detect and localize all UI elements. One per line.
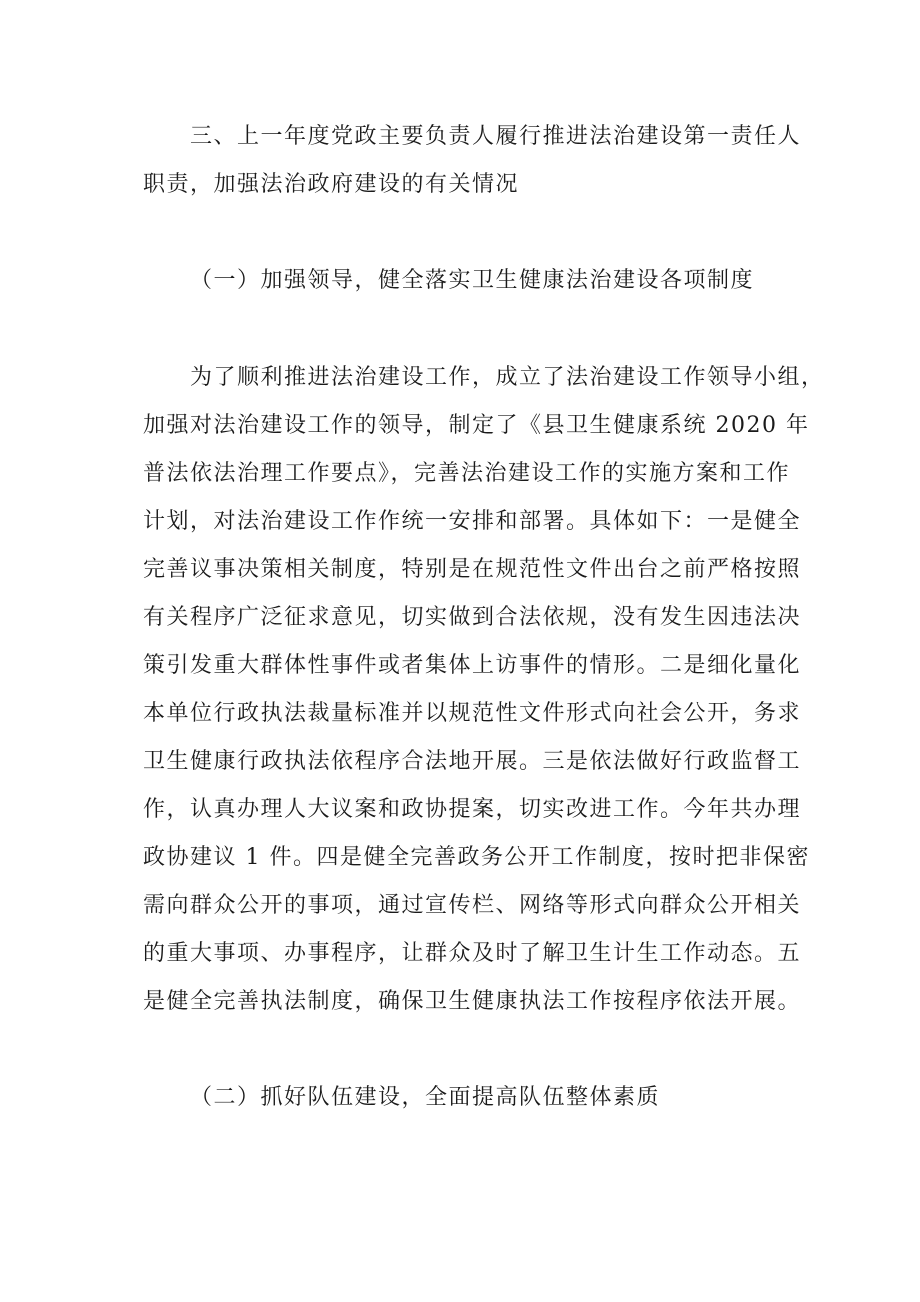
paragraph-line: 作，认真办理人大议案和政协提案，切实改进工作。今年共办理	[143, 797, 802, 822]
paragraph-line: 计划，对法治建设工作作统一安排和部署。具体如下：一是健全	[143, 509, 802, 534]
subsection-1-title: （一）加强领导，健全落实卫生健康法治建设各项制度	[190, 268, 755, 293]
paragraph-line: 需向群众公开的事项，通过宣传栏、网络等形式向群众公开相关	[143, 893, 802, 918]
paragraph-line: 政协建议 1 件。四是健全完善政务公开工作制度，按时把非保密	[143, 845, 810, 870]
section-heading-line-2: 职责，加强法治政府建设的有关情况	[143, 172, 520, 197]
paragraph-line: 普法依法治理工作要点》，完善法治建设工作的实施方案和工作	[143, 461, 791, 486]
paragraph-line: 本单位行政执法裁量标准并以规范性文件形式向社会公开，务求	[143, 701, 802, 726]
paragraph-line: 加强对法治建设工作的领导，制定了《县卫生健康系统 2020 年	[143, 413, 810, 438]
paragraph-line: 有关程序广泛征求意见，切实做到合法依规，没有发生因违法决	[143, 605, 802, 630]
paragraph-line: 的重大事项、办事程序，让群众及时了解卫生计生工作动态。五	[143, 941, 802, 966]
paragraph-line: 是健全完善执法制度，确保卫生健康执法工作按程序依法开展。	[143, 989, 802, 1014]
subsection-2-title: （二）抓好队伍建设，全面提高队伍整体素质	[190, 1085, 661, 1110]
paragraph-line: 为了顺利推进法治建设工作，成立了法治建设工作领导小组，	[190, 365, 825, 390]
paragraph-line: 完善议事决策相关制度，特别是在规范性文件出台之前严格按照	[143, 557, 802, 582]
paragraph-line: 卫生健康行政执法依程序合法地开展。三是依法做好行政监督工	[143, 749, 802, 774]
paragraph-line: 策引发重大群体性事件或者集体上访事件的情形。二是细化量化	[143, 653, 802, 678]
section-heading-line-1: 三、上一年度党政主要负责人履行推进法治建设第一责任人	[190, 124, 802, 149]
